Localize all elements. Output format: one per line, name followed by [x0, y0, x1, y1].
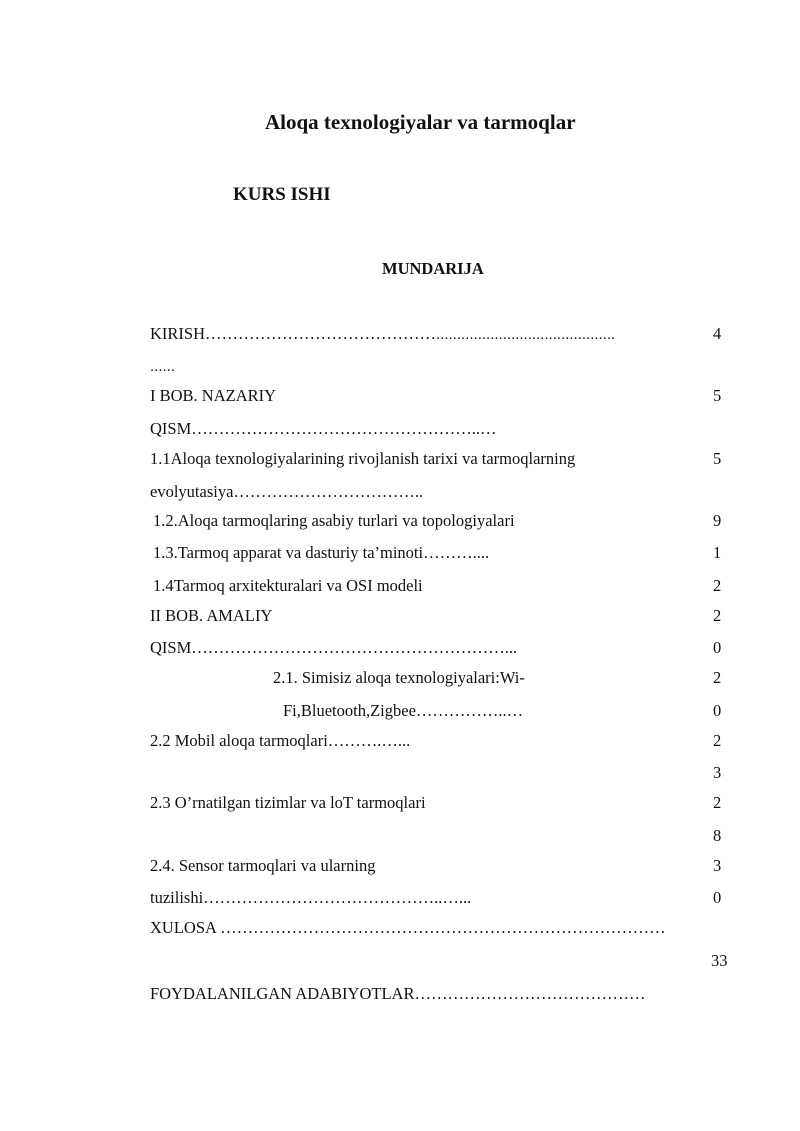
toc-entry-leader-continued: ...... [150, 358, 176, 375]
toc-page-number: 2 [713, 668, 722, 687]
toc-page-number: 5 [713, 449, 722, 468]
toc-entry-2-3: 2.3 O’rnatilgan tizimlar va loT tarmoqlari [150, 793, 426, 812]
toc-page-number: 2 [713, 793, 722, 812]
toc-entry-bob1: I BOB. NAZARIY [150, 386, 277, 405]
toc-page-number: 1 [713, 543, 722, 562]
toc-entry-bob2-cont: QISM…………………………………………………... [150, 638, 518, 657]
toc-entry-1-4: 1.4Tarmoq arxitekturalari va OSI modeli [153, 576, 423, 595]
toc-entry-1-2: 1.2.Aloqa tarmoqlaring asabiy turlari va topologiyalari [153, 511, 515, 530]
toc-heading: MUNDARIJA [382, 259, 484, 278]
toc-entry-2-1: 2.1. Simisiz aloqa texnologiyalari:Wi- [273, 668, 525, 687]
toc-entry-adabiyotlar: FOYDALANILGAN ADABIYOTLAR…………………………………… [150, 984, 646, 1003]
toc-page-number: 0 [713, 701, 722, 720]
toc-entry-1-3: 1.3.Tarmoq apparat va dasturiy ta’minoti……….... [153, 543, 490, 562]
institution-title: Aloqa texnologiyalar va tarmoqlar [265, 110, 576, 134]
toc-page-number: 9 [713, 511, 722, 530]
toc-page-number: 3 [713, 856, 722, 875]
toc-page-number: 4 [713, 324, 722, 343]
toc-page-number: 0 [713, 638, 722, 657]
toc-entry-bob2: II BOB. AMALIY [150, 606, 273, 625]
toc-page-number: 3 [713, 763, 722, 782]
toc-entry-2-4: 2.4. Sensor tarmoqlari va ularning [150, 856, 376, 875]
toc-entry-kirish [150, 324, 615, 345]
toc-page-number: 0 [713, 888, 722, 907]
toc-page-number: 2 [713, 606, 722, 625]
toc-entry-1-1: 1.1Aloqa texnologiyalarining rivojlanish tarixi va tarmoqlarning [150, 449, 576, 468]
toc-page-number: 2 [713, 576, 722, 595]
toc-page-number: 33 [711, 951, 728, 970]
toc-entry-bob1-cont: QISM……………………………………………..… [150, 419, 497, 438]
toc-page-number: 5 [713, 386, 722, 405]
work-type-title: KURS ISHI [233, 184, 331, 205]
toc-entry-2-1-cont: Fi,Bluetooth,Zigbee……………..… [283, 701, 524, 720]
toc-entry-2-4-cont: tuzilishi……………………………………..…... [150, 888, 472, 907]
toc-page-number: 2 [713, 731, 722, 750]
toc-entry-2-2: 2.2 Mobil aloqa tarmoqlari……….…... [150, 731, 411, 750]
toc-entry-text: KIRISH…………………………………… [150, 324, 437, 343]
toc-page-number: 8 [713, 826, 722, 845]
toc-entry-1-1-cont: evolyutasiya…………………………….. [150, 482, 424, 501]
toc-entry-leader: ........................................... [436, 326, 616, 343]
toc-entry-xulosa: XULOSA ……………………………………………………………………… [150, 918, 666, 937]
